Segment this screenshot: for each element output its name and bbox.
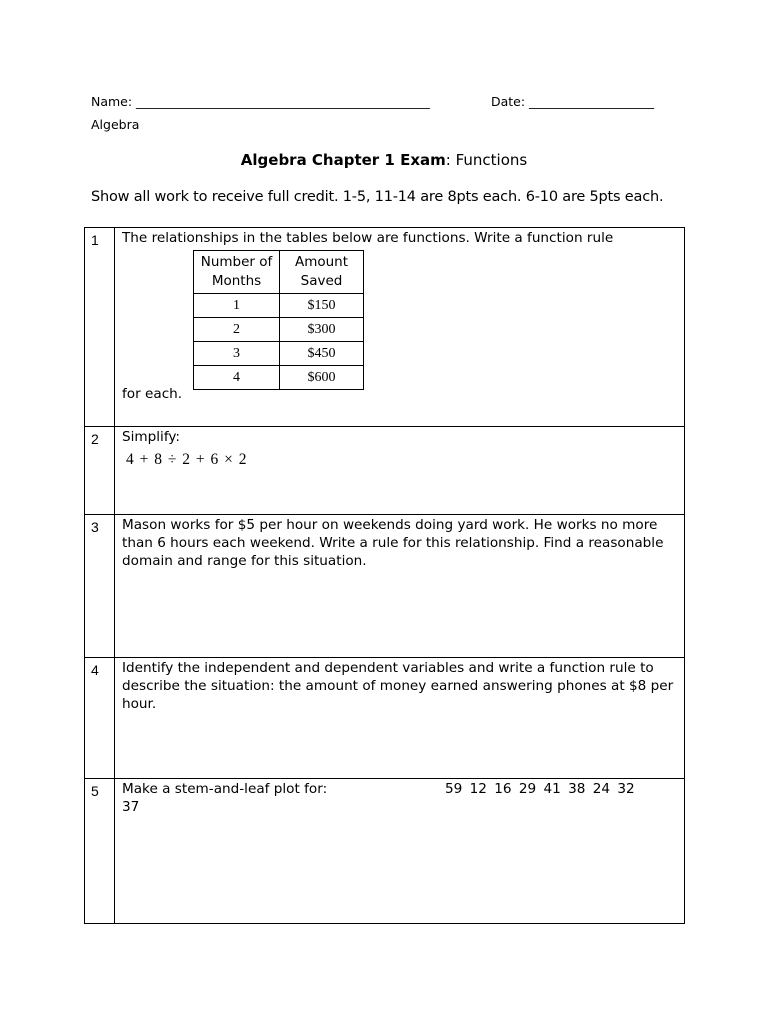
question-row-3 <box>85 515 685 658</box>
table-row <box>194 342 364 366</box>
question-body <box>115 658 685 779</box>
question-text: Identify the independent and dependent variables and write a function rule to describe the situation: the amount of money earned answering phones at $8 per hour. <box>122 660 674 712</box>
instructions: Show all work to receive full credit. 1-5, 11-14 are 8pts each. 6-10 are 5pts each. <box>91 189 664 205</box>
exam-title-bold: Algebra Chapter 1 Exam <box>240 151 446 169</box>
math-expression: 4 + 8 ÷ 2 + 6 × 2 <box>126 451 247 468</box>
function-table <box>193 250 364 390</box>
table-cell: $450 <box>280 342 364 366</box>
stem-leaf-prompt <box>122 780 678 798</box>
table-row <box>194 366 364 390</box>
table-cell: $600 <box>280 366 364 390</box>
data-values-wrap: 37 <box>122 799 140 815</box>
questions-table <box>84 227 685 924</box>
table-cell: 4 <box>194 366 280 390</box>
table-cell: 3 <box>194 342 280 366</box>
question-text: Make a stem-and-leaf plot for: <box>122 781 328 797</box>
name-field: Name: _______________________________________________ <box>91 94 430 109</box>
question-number: 4 <box>85 658 115 779</box>
data-values: 59 12 16 29 41 38 24 32 <box>445 781 635 797</box>
table-cell: 2 <box>194 318 280 342</box>
question-body <box>115 779 685 924</box>
question-row-2 <box>85 427 685 515</box>
question-row-1 <box>85 228 685 427</box>
question-text: Mason works for $5 per hour on weekends doing yard work. He works no more than 6 hours each weekend. Write a rule for this relationship. Find a reasonable domain and range for this situation. <box>122 517 664 569</box>
function-table-header <box>194 251 364 294</box>
question-body <box>115 515 685 658</box>
function-table-header-x: Number of Months <box>194 251 280 294</box>
table-cell: $150 <box>280 294 364 318</box>
course-label: Algebra <box>91 117 140 132</box>
question-body <box>115 427 685 515</box>
question-number: 3 <box>85 515 115 658</box>
table-row <box>194 318 364 342</box>
question-number: 5 <box>85 779 115 924</box>
question-row-5 <box>85 779 685 924</box>
exam-title-rest: : Functions <box>445 151 528 169</box>
date-field: Date: ____________________ <box>491 94 655 109</box>
question-body <box>115 228 685 427</box>
table-row <box>194 294 364 318</box>
question-number: 1 <box>85 228 115 427</box>
function-table-header-y: Amount Saved <box>280 251 364 294</box>
question-text: Simplify: <box>122 429 181 445</box>
table-cell: $300 <box>280 318 364 342</box>
question-number: 2 <box>85 427 115 515</box>
table-cell: 1 <box>194 294 280 318</box>
exam-title <box>0 151 768 169</box>
question-row-4 <box>85 658 685 779</box>
question-text-end: for each. <box>122 386 183 402</box>
question-text: The relationships in the tables below are functions. Write a function rule <box>122 230 614 246</box>
